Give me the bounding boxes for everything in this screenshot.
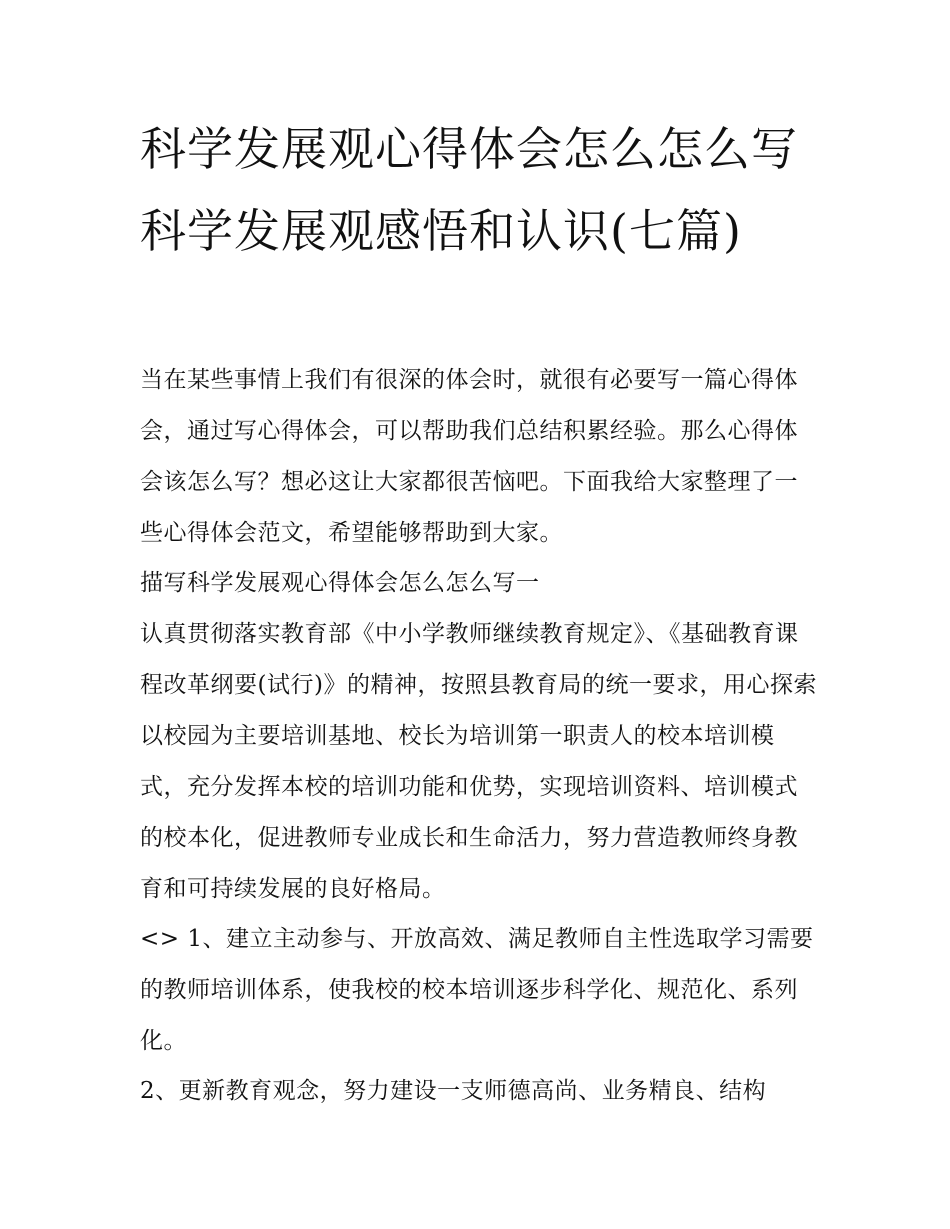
document-title: 科学发展观心得体会怎么怎么写 科学发展观感悟和认识(七篇)	[140, 122, 798, 258]
body-paragraph: 认真贯彻落实教育部《中小学教师继续教育规定》、《基础教育课程改革纲要(试行)》的精神，按照县教育局的统一要求，用心探索以校园为主要培训基地、校长为培训第一职责人的校本培训模式，充分发挥本校的培训功能和优势，实现培训资料、培训模式的校本化，促进教师专业成长和生命活力，努力营造教师终身教育和可持续发展的良好格局。	[140, 621, 817, 902]
intro-paragraph: 当在某些事情上我们有很深的体会时，就很有必要写一篇心得体会，通过写心得体会，可以帮助我们总结积累经验。那么心得体会该怎么写？想必这让大家都很苦恼吧。下面我给大家整理了一些心得体会范文，希望能够帮助到大家。	[140, 367, 798, 546]
section-heading: 描写科学发展观心得体会怎么怎么写一	[140, 570, 540, 596]
list-item-1: <> 1、建立主动参与、开放高效、满足教师自主性选取学习需要的教师培训体系，使我校的校本培训逐步科学化、规范化、系列化。	[140, 926, 814, 1054]
list-item-2: 2、更新教育观念，努力建设一支师德高尚、业务精良、结构	[140, 1078, 767, 1104]
